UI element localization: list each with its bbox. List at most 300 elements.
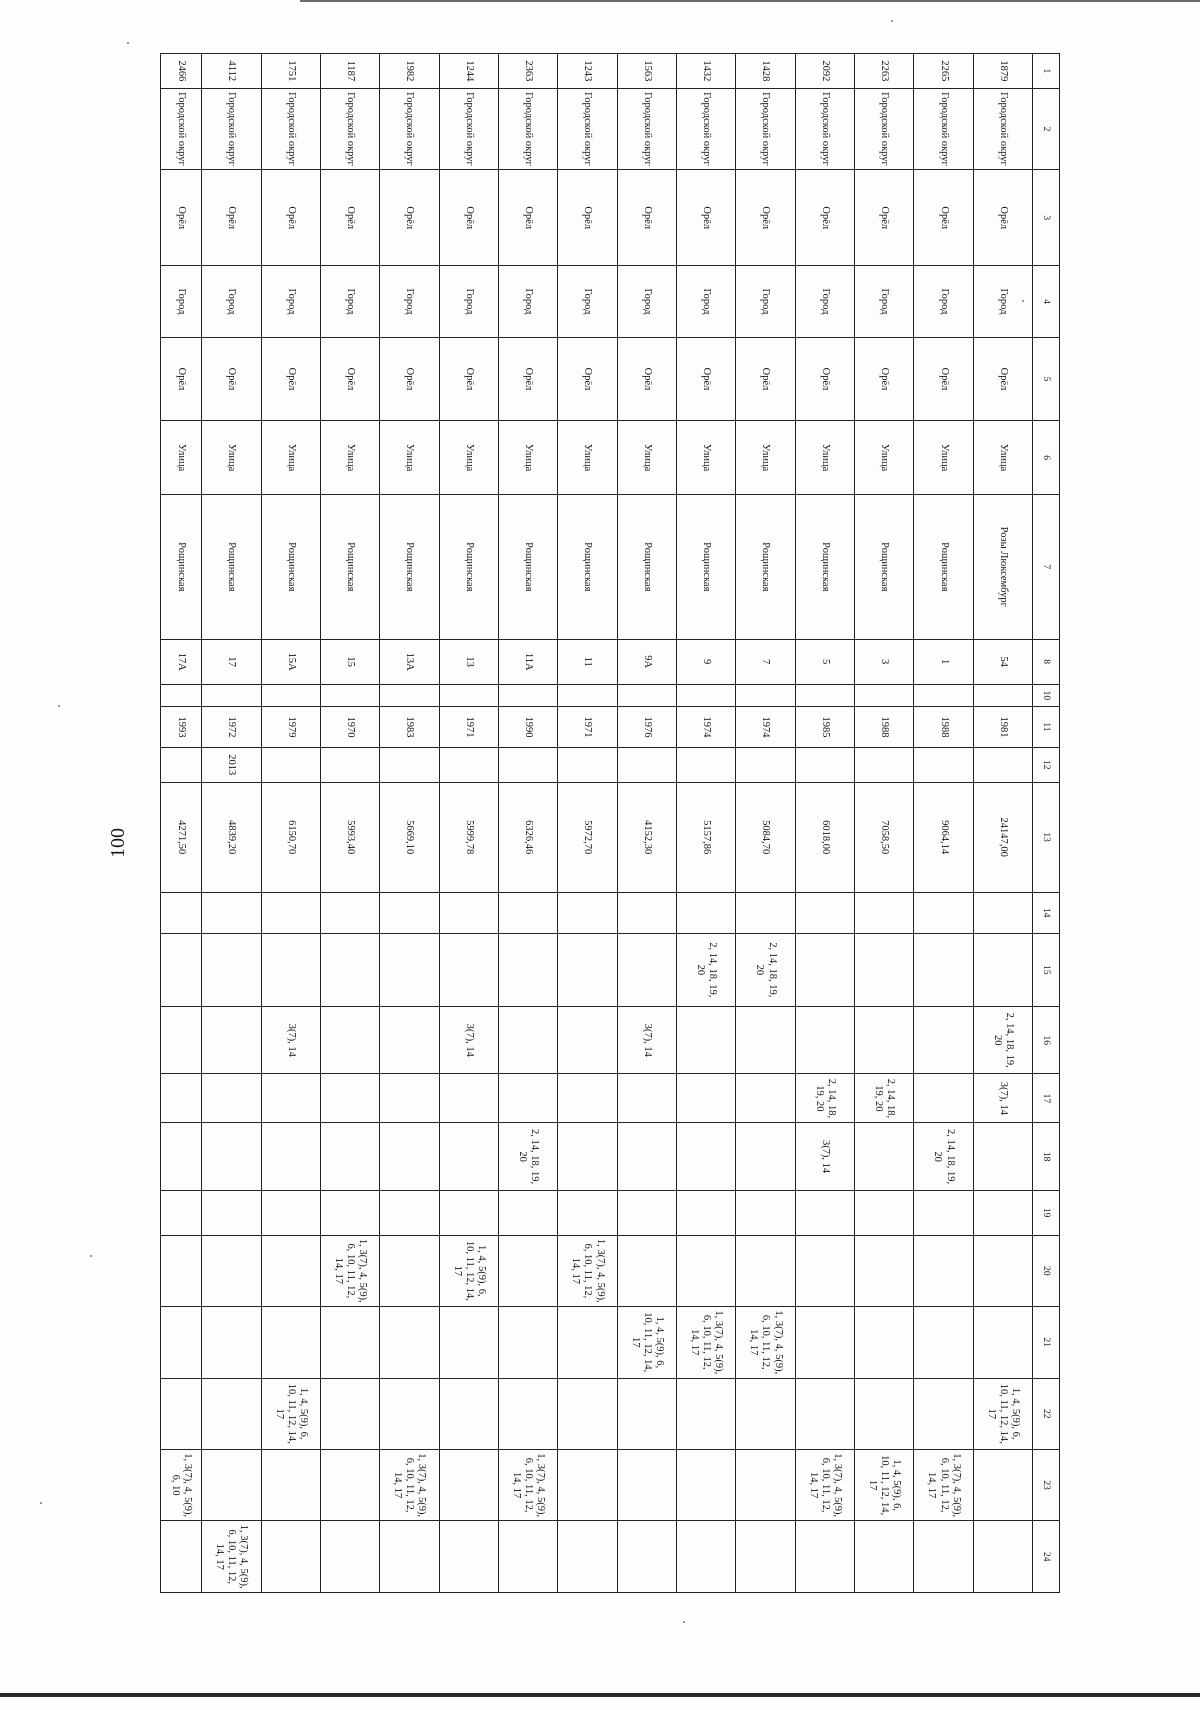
table-cell: [320, 684, 379, 706]
table-cell: Рощинская: [736, 494, 795, 639]
table-cell: Орёл: [914, 337, 973, 421]
table-cell: [914, 684, 973, 706]
table-cell: 1981: [973, 707, 1032, 748]
table-cell: [854, 1123, 913, 1190]
table-cell: Город: [261, 266, 320, 337]
table-cell: [676, 1235, 735, 1306]
table-cell: [439, 1521, 498, 1593]
registry-table: [160, 53, 1060, 1593]
table-cell: Рощинская: [914, 494, 973, 639]
table-cell: 2265: [914, 54, 973, 89]
table-cell: Городской округ: [161, 88, 202, 170]
table-cell: Городской округ: [736, 88, 795, 170]
table-cell: [914, 1521, 973, 1593]
column-header: 22: [1033, 1378, 1060, 1449]
table-cell: [261, 1190, 320, 1235]
table-cell: 1, 3(7), 4, 5(9), 6, 10, 11, 12, 14, 17: [202, 1521, 261, 1593]
table-cell: 5157,86: [676, 782, 735, 892]
table-cell: [617, 1190, 676, 1235]
table-cell: 2466: [161, 54, 202, 89]
table-cell: [854, 933, 913, 1006]
table-cell: [161, 892, 202, 933]
column-header: 21: [1033, 1307, 1060, 1378]
table-cell: [380, 1378, 439, 1449]
table-cell: [202, 892, 261, 933]
table-row: [676, 54, 735, 1593]
table-cell: [261, 747, 320, 782]
table-row: [854, 54, 913, 1593]
table-cell: [617, 1449, 676, 1520]
table-cell: [736, 684, 795, 706]
table-cell: [558, 1378, 617, 1449]
table-cell: Улица: [498, 421, 557, 494]
table-cell: 2, 14, 18, 19, 20: [736, 933, 795, 1006]
table-cell: Рощинская: [202, 494, 261, 639]
table-cell: 1243: [558, 54, 617, 89]
table-cell: 1428: [736, 54, 795, 89]
table-cell: 1, 3(7), 4, 5(9), 6, 10, 11, 12, 14, 17: [380, 1449, 439, 1520]
table-cell: 4152,30: [617, 782, 676, 892]
table-cell: [439, 933, 498, 1006]
table-cell: [854, 1235, 913, 1306]
table-cell: 1879: [973, 54, 1032, 89]
table-cell: 1979: [261, 707, 320, 748]
table-cell: [914, 1378, 973, 1449]
table-cell: 13: [439, 639, 498, 684]
table-cell: 3(7), 14: [261, 1007, 320, 1074]
table-cell: Орёл: [795, 170, 854, 266]
table-cell: Орёл: [854, 337, 913, 421]
table-cell: [558, 1307, 617, 1378]
table-cell: [161, 1235, 202, 1306]
column-header: 16: [1033, 1007, 1060, 1074]
table-cell: [558, 1449, 617, 1520]
table-cell: [854, 892, 913, 933]
table-cell: [380, 1307, 439, 1378]
table-cell: 3(7), 14: [439, 1007, 498, 1074]
table-cell: 1, 4, 5(9), 6, 10, 11, 12, 14, 17: [261, 1378, 320, 1449]
table-cell: [320, 1378, 379, 1449]
table-cell: [736, 1521, 795, 1593]
table-cell: [380, 1007, 439, 1074]
column-header: 11: [1033, 707, 1060, 748]
table-cell: [380, 892, 439, 933]
table-cell: [380, 684, 439, 706]
table-cell: [498, 1190, 557, 1235]
table-cell: [202, 1235, 261, 1306]
table-cell: Городской округ: [439, 88, 498, 170]
table-cell: [202, 1449, 261, 1520]
table-cell: Город: [795, 266, 854, 337]
table-row: [736, 54, 795, 1593]
table-cell: 1972: [202, 707, 261, 748]
table-cell: Орёл: [736, 170, 795, 266]
table-cell: [736, 1007, 795, 1074]
table-cell: 2, 14, 18, 19, 20: [676, 933, 735, 1006]
table-cell: 2, 14, 18, 19, 20: [498, 1123, 557, 1190]
table-cell: [973, 892, 1032, 933]
table-cell: [914, 1074, 973, 1123]
table-cell: Город: [558, 266, 617, 337]
table-row: [914, 54, 973, 1593]
table-cell: [676, 1074, 735, 1123]
table-cell: [498, 1235, 557, 1306]
table-cell: Улица: [736, 421, 795, 494]
table-cell: [439, 1190, 498, 1235]
table-cell: [261, 1235, 320, 1306]
column-header: 20: [1033, 1235, 1060, 1306]
table-cell: [795, 1190, 854, 1235]
table-row: [439, 54, 498, 1593]
table-cell: [439, 1074, 498, 1123]
table-cell: 2, 14, 18, 19, 20: [914, 1123, 973, 1190]
table-cell: 6326,46: [498, 782, 557, 892]
table-cell: Городской округ: [558, 88, 617, 170]
table-cell: [617, 1521, 676, 1593]
table-cell: [261, 1521, 320, 1593]
table-cell: [676, 747, 735, 782]
table-cell: Улица: [795, 421, 854, 494]
table-cell: Город: [498, 266, 557, 337]
table-cell: Орёл: [380, 170, 439, 266]
table-cell: [795, 1307, 854, 1378]
table-cell: [973, 684, 1032, 706]
table-cell: Городской округ: [854, 88, 913, 170]
table-cell: 2, 14, 18, 19, 20: [854, 1074, 913, 1123]
table-cell: [558, 1190, 617, 1235]
table-cell: [914, 1235, 973, 1306]
table-row: [498, 54, 557, 1593]
table-cell: Городской округ: [498, 88, 557, 170]
table-cell: Город: [973, 266, 1032, 337]
table-cell: [736, 1449, 795, 1520]
table-cell: [439, 892, 498, 933]
table-cell: [380, 1235, 439, 1306]
table-cell: [498, 684, 557, 706]
table-cell: Городской округ: [202, 88, 261, 170]
table-cell: 7058,50: [854, 782, 913, 892]
table-cell: [558, 1123, 617, 1190]
table-cell: [617, 892, 676, 933]
table-cell: [380, 747, 439, 782]
table-cell: [676, 684, 735, 706]
scan-speck: [90, 1255, 92, 1257]
table-cell: 1, 4, 5(9), 6, 10, 11, 12, 14, 17: [854, 1449, 913, 1520]
table-cell: Орёл: [795, 337, 854, 421]
table-cell: 2013: [202, 747, 261, 782]
table-cell: [973, 1235, 1032, 1306]
table-cell: 1976: [617, 707, 676, 748]
table-cell: [736, 892, 795, 933]
table-row: [617, 54, 676, 1593]
table-cell: Рощинская: [498, 494, 557, 639]
table-cell: 11А: [498, 639, 557, 684]
table-cell: Улица: [973, 421, 1032, 494]
table-cell: Орёл: [854, 170, 913, 266]
table-cell: [854, 747, 913, 782]
table-cell: [973, 1123, 1032, 1190]
table-cell: 9: [676, 639, 735, 684]
table-cell: Орёл: [320, 337, 379, 421]
table-cell: 2263: [854, 54, 913, 89]
table-cell: 5084,70: [736, 782, 795, 892]
table-cell: [617, 684, 676, 706]
column-header: 4: [1033, 266, 1060, 337]
table-cell: [498, 1521, 557, 1593]
table-cell: Город: [202, 266, 261, 337]
table-cell: 9А: [617, 639, 676, 684]
table-cell: [320, 1123, 379, 1190]
table-cell: 5972,70: [558, 782, 617, 892]
table-cell: Рощинская: [161, 494, 202, 639]
table-cell: [498, 747, 557, 782]
table-cell: Город: [161, 266, 202, 337]
table-cell: 1, 3(7), 4, 5(9), 6, 10: [161, 1449, 202, 1520]
table-cell: Улица: [558, 421, 617, 494]
table-cell: [320, 892, 379, 933]
column-header: 18: [1033, 1123, 1060, 1190]
table-cell: [676, 892, 735, 933]
scan-speck: [891, 20, 893, 22]
table-cell: 1187: [320, 54, 379, 89]
table-cell: Орёл: [161, 337, 202, 421]
table-cell: Городской округ: [380, 88, 439, 170]
table-cell: [380, 1123, 439, 1190]
table-cell: 2, 14, 18, 19, 20: [795, 1074, 854, 1123]
table-cell: Орёл: [676, 337, 735, 421]
table-cell: Город: [380, 266, 439, 337]
column-header: 17: [1033, 1074, 1060, 1123]
column-header: 3: [1033, 170, 1060, 266]
column-header: 1: [1033, 54, 1060, 89]
table-cell: 13А: [380, 639, 439, 684]
table-cell: [439, 747, 498, 782]
table-cell: 1244: [439, 54, 498, 89]
table-cell: [676, 1521, 735, 1593]
table-cell: [558, 933, 617, 1006]
table-cell: Улица: [202, 421, 261, 494]
table-cell: [320, 747, 379, 782]
table-cell: [261, 892, 320, 933]
table-cell: [161, 1007, 202, 1074]
table-cell: Орёл: [973, 337, 1032, 421]
table-cell: [439, 1123, 498, 1190]
table-cell: [676, 1007, 735, 1074]
scan-speck: [683, 1621, 685, 1623]
table-cell: 1, 3(7), 4, 5(9), 6, 10, 11, 12, 14, 17: [736, 1307, 795, 1378]
table-cell: 17: [202, 639, 261, 684]
column-header: 13: [1033, 782, 1060, 892]
table-cell: [617, 1074, 676, 1123]
table-cell: [161, 1307, 202, 1378]
table-cell: [914, 933, 973, 1006]
column-header: 2: [1033, 88, 1060, 170]
table-cell: 15: [320, 639, 379, 684]
table-cell: 1, 3(7), 4, 5(9), 6, 10, 11, 12, 14, 17: [498, 1449, 557, 1520]
scan-speck: [127, 42, 129, 44]
table-cell: 3(7), 14: [795, 1123, 854, 1190]
scan-edge-bottom: [0, 1693, 1200, 1697]
table-cell: Улица: [854, 421, 913, 494]
table-cell: 54: [973, 639, 1032, 684]
table-cell: Городской округ: [676, 88, 735, 170]
table-cell: [973, 1307, 1032, 1378]
column-header: 15: [1033, 933, 1060, 1006]
table-cell: 1988: [914, 707, 973, 748]
table-cell: [617, 1235, 676, 1306]
table-cell: Орёл: [558, 170, 617, 266]
table-cell: 9064,14: [914, 782, 973, 892]
table-cell: [320, 1074, 379, 1123]
table-cell: Орёл: [617, 337, 676, 421]
scan-speck: [58, 705, 60, 707]
table-cell: [973, 747, 1032, 782]
table-cell: 6018,00: [795, 782, 854, 892]
table-cell: [736, 1378, 795, 1449]
column-header: 24: [1033, 1521, 1060, 1593]
table-cell: Город: [854, 266, 913, 337]
table-cell: [795, 1521, 854, 1593]
table-cell: [161, 933, 202, 1006]
table-cell: Город: [617, 266, 676, 337]
table-cell: [795, 747, 854, 782]
table-cell: [795, 933, 854, 1006]
table-cell: 7: [736, 639, 795, 684]
table-cell: [439, 1307, 498, 1378]
table-cell: Улица: [676, 421, 735, 494]
table-cell: [498, 1007, 557, 1074]
table-cell: Улица: [380, 421, 439, 494]
table-cell: 2363: [498, 54, 557, 89]
table-cell: [914, 1307, 973, 1378]
table-cell: Рощинская: [795, 494, 854, 639]
table-cell: Орёл: [202, 337, 261, 421]
table-cell: [558, 892, 617, 933]
table-cell: Орёл: [498, 170, 557, 266]
table-cell: Улица: [161, 421, 202, 494]
table-cell: [617, 747, 676, 782]
column-header: 7: [1033, 494, 1060, 639]
table-row: [973, 54, 1032, 1593]
table-cell: 1971: [439, 707, 498, 748]
column-header: 14: [1033, 892, 1060, 933]
table-cell: Рощинская: [617, 494, 676, 639]
table-cell: [498, 933, 557, 1006]
table-row: [261, 54, 320, 1593]
table-cell: [261, 1307, 320, 1378]
table-cell: [854, 1307, 913, 1378]
table-cell: Улица: [439, 421, 498, 494]
table-cell: [795, 892, 854, 933]
table-cell: [973, 1449, 1032, 1520]
table-cell: Улица: [914, 421, 973, 494]
table-cell: [973, 1190, 1032, 1235]
table-cell: 3(7), 14: [973, 1074, 1032, 1123]
table-cell: 1, 3(7), 4, 5(9), 6, 10, 11, 12, 14, 17: [914, 1449, 973, 1520]
table-cell: 1982: [380, 54, 439, 89]
table-cell: Рощинская: [320, 494, 379, 639]
table-cell: [261, 1074, 320, 1123]
table-cell: [558, 1074, 617, 1123]
table-cell: [617, 1123, 676, 1190]
table-cell: 1990: [498, 707, 557, 748]
table-cell: [202, 1378, 261, 1449]
table-cell: Рощинская: [439, 494, 498, 639]
table-cell: Орёл: [261, 337, 320, 421]
table-cell: Рощинская: [380, 494, 439, 639]
table-cell: Орёл: [914, 170, 973, 266]
table-cell: [380, 933, 439, 1006]
table-cell: Рощинская: [261, 494, 320, 639]
table-cell: [161, 1123, 202, 1190]
table-cell: Орёл: [161, 170, 202, 266]
table-cell: [617, 1378, 676, 1449]
registry-table-frame: [160, 53, 1060, 1593]
table-cell: [202, 1074, 261, 1123]
table-cell: [161, 1074, 202, 1123]
table-cell: [736, 1190, 795, 1235]
table-cell: [736, 1074, 795, 1123]
table-cell: 1988: [854, 707, 913, 748]
table-cell: [380, 1190, 439, 1235]
table-cell: 1985: [795, 707, 854, 748]
table-cell: [736, 1123, 795, 1190]
table-cell: [854, 1378, 913, 1449]
table-cell: 1, 3(7), 4, 5(9), 6, 10, 11, 12, 14, 17: [558, 1235, 617, 1306]
table-row: [380, 54, 439, 1593]
table-cell: [439, 684, 498, 706]
table-cell: [498, 1074, 557, 1123]
column-header: 8: [1033, 639, 1060, 684]
table-cell: 15А: [261, 639, 320, 684]
table-cell: 2092: [795, 54, 854, 89]
table-cell: [558, 1521, 617, 1593]
table-cell: 1974: [736, 707, 795, 748]
table-cell: [380, 1074, 439, 1123]
table-cell: [498, 1378, 557, 1449]
table-cell: [795, 1378, 854, 1449]
table-cell: Орёл: [202, 170, 261, 266]
table-cell: [854, 1190, 913, 1235]
table-cell: Городской округ: [973, 88, 1032, 170]
table-cell: [676, 1123, 735, 1190]
table-cell: [558, 684, 617, 706]
table-cell: Город: [736, 266, 795, 337]
table-cell: Орёл: [617, 170, 676, 266]
table-cell: [558, 1007, 617, 1074]
table-cell: 1, 3(7), 4, 5(9), 6, 10, 11, 12, 14, 17: [795, 1449, 854, 1520]
table-cell: 2, 14, 18, 19, 20: [973, 1007, 1032, 1074]
table-cell: 1, 4, 5(9), 6, 10, 11, 12, 14, 17: [617, 1307, 676, 1378]
table-cell: 5: [795, 639, 854, 684]
column-header: 23: [1033, 1449, 1060, 1520]
table-cell: [973, 1521, 1032, 1593]
scan-speck: [40, 1502, 42, 1504]
table-cell: 3(7), 14: [617, 1007, 676, 1074]
table-cell: 17А: [161, 639, 202, 684]
table-cell: 1432: [676, 54, 735, 89]
table-cell: [736, 747, 795, 782]
table-cell: [202, 1190, 261, 1235]
table-cell: [854, 1007, 913, 1074]
header-row: [1033, 54, 1060, 1593]
column-header: 6: [1033, 421, 1060, 494]
table-cell: Орёл: [320, 170, 379, 266]
table-cell: [736, 1235, 795, 1306]
table-cell: Орёл: [439, 337, 498, 421]
table-cell: 1983: [380, 707, 439, 748]
table-cell: Улица: [320, 421, 379, 494]
